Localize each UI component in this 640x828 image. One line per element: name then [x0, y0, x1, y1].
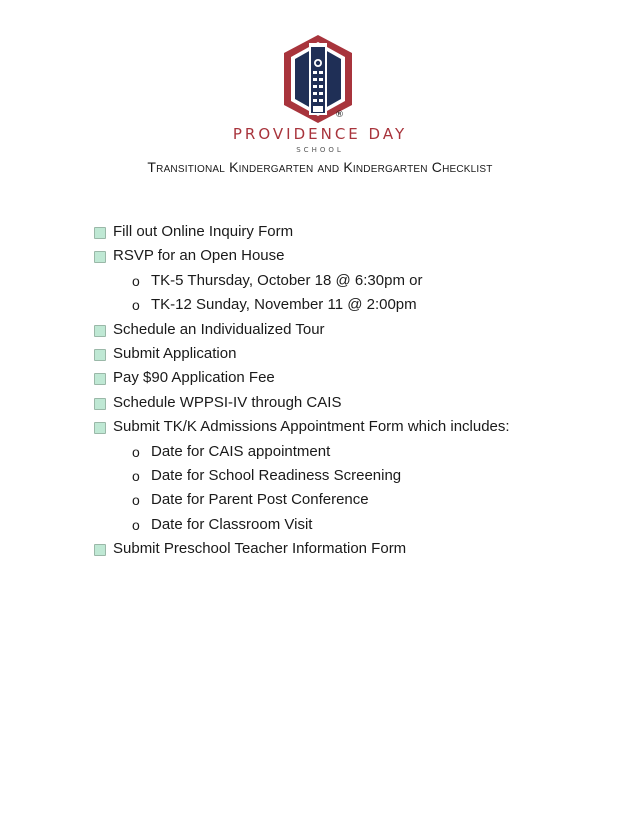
checklist-item-text: Submit Application	[113, 344, 237, 362]
checkbox-icon[interactable]	[94, 544, 106, 556]
checklist	[94, 220, 614, 561]
hollow-bullet-icon: o	[132, 467, 140, 484]
checklist-item-text: RSVP for an Open House	[113, 247, 285, 265]
checkbox-icon[interactable]	[94, 373, 106, 385]
checklist-item-text: TK-12 Sunday, November 11 @ 2:00pm	[151, 296, 417, 314]
hollow-bullet-icon: o	[132, 443, 140, 460]
checklist-item	[94, 366, 614, 390]
checklist-subitem	[94, 488, 614, 512]
page-title: Transitional Kindergarten and Kindergarten Checklist	[147, 159, 493, 175]
registered-mark: ®	[335, 110, 344, 120]
checklist-item-text: Schedule WPPSI-IV through CAIS	[113, 393, 342, 411]
checklist-item-text: TK-5 Thursday, October 18 @ 6:30pm or	[151, 271, 423, 289]
checklist-subitem	[94, 293, 614, 317]
checklist-item	[94, 415, 614, 439]
checklist-item-text: Date for CAIS appointment	[151, 442, 331, 460]
checklist-item-text: Submit TK/K Admissions Appointment Form which includes:	[113, 418, 510, 436]
checklist-item	[94, 342, 614, 366]
hollow-bullet-icon: o	[132, 516, 140, 533]
checklist-item	[94, 537, 614, 561]
checklist-item-text: Fill out Online Inquiry Form	[113, 223, 294, 240]
checklist-subitem	[94, 440, 614, 464]
checklist-item-text: Schedule an Individualized Tour	[113, 320, 325, 338]
checklist-subitem	[94, 464, 614, 488]
checklist-item-text: Date for Classroom Visit	[151, 515, 313, 533]
checklist-item-text: Submit Preschool Teacher Information Form	[113, 540, 407, 558]
checklist-subitem	[94, 269, 614, 293]
hollow-bullet-icon: o	[132, 297, 140, 314]
checklist-subitem	[94, 513, 614, 537]
hollow-bullet-icon: o	[132, 272, 140, 289]
checkbox-icon[interactable]	[94, 251, 106, 263]
checklist-item	[94, 220, 614, 244]
checkbox-icon[interactable]	[94, 422, 106, 434]
checklist-item-text: Date for Parent Post Conference	[151, 491, 369, 509]
checklist-item-text: Date for School Readiness Screening	[151, 466, 402, 484]
checkbox-icon[interactable]	[94, 349, 106, 361]
checkbox-icon[interactable]	[94, 398, 106, 410]
checklist-item	[94, 318, 614, 342]
checkbox-icon[interactable]	[94, 227, 106, 239]
checklist-item-text: Pay $90 Application Fee	[113, 369, 275, 387]
checklist-item	[94, 391, 614, 415]
checkbox-icon[interactable]	[94, 325, 106, 337]
school-name: PROVIDENCE DAY	[232, 125, 408, 143]
school-subtitle: SCHOOL	[296, 146, 344, 154]
hollow-bullet-icon: o	[132, 492, 140, 509]
checklist-item	[94, 244, 614, 268]
